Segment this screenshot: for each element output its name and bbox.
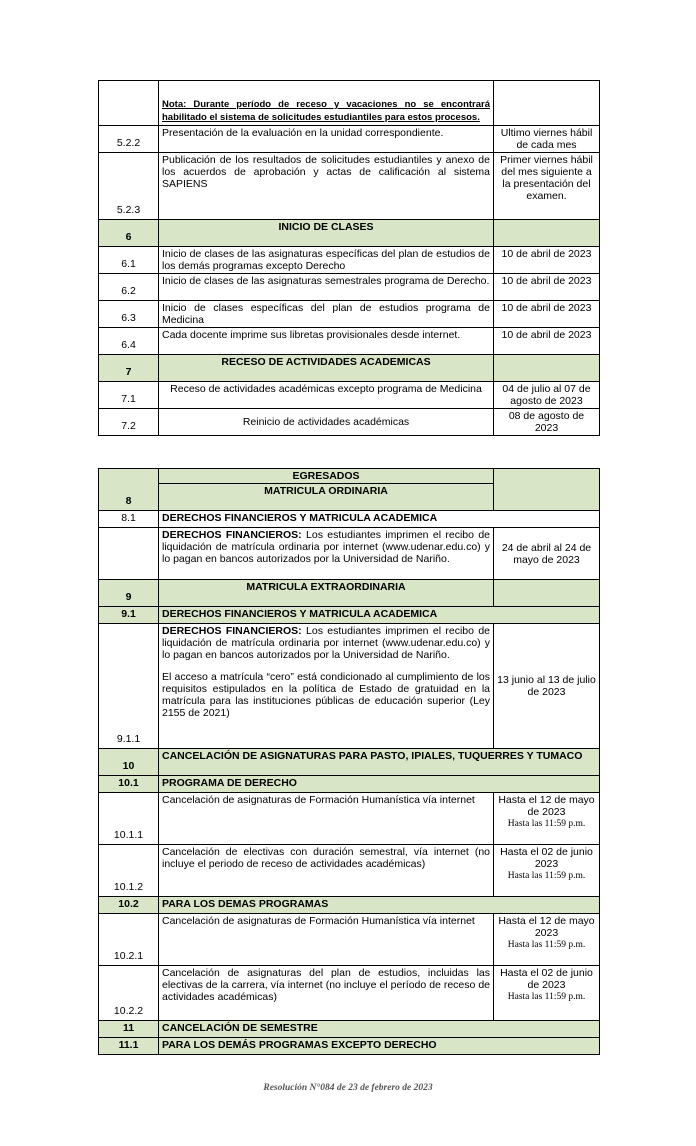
row-date: 08 de agosto de 2023: [494, 409, 600, 436]
subsection-title: PARA LOS DEMAS PROGRAMAS: [159, 897, 600, 914]
row-number: 5.2.2: [99, 126, 159, 153]
row-description: Cada docente imprime sus libretas provisionales desde internet.: [159, 328, 494, 355]
subsection-title: PARA LOS DEMÁS PROGRAMAS EXCEPTO DERECHO: [159, 1038, 600, 1055]
row-date: 24 de abril al 24 de mayo de 2023: [494, 528, 600, 580]
section-number: 10: [99, 749, 159, 776]
row-date: Hasta el 02 de junio de 2023 Hasta las 11:59 p.m.: [494, 966, 600, 1021]
subsection-title: DERECHOS FINANCIEROS Y MATRICULA ACADEMICA: [159, 607, 600, 624]
row-number: 7.1: [99, 382, 159, 409]
row-number: 7.2: [99, 409, 159, 436]
row-date: 10 de abril de 2023: [494, 301, 600, 328]
row-date: 13 junio al 13 de julio de 2023: [494, 624, 600, 749]
section-number: 10.1: [99, 776, 159, 793]
egresados-heading: EGRESADOS: [159, 469, 494, 484]
subsection-title: PROGRAMA DE DERECHO: [159, 776, 600, 793]
row-description: Cancelación de asignaturas de Formación Humanística vía internet: [159, 914, 494, 966]
row-description: Presentación de la evaluación en la unidad correspondiente.: [159, 126, 494, 153]
row-number: 10.1.2: [99, 845, 159, 897]
row-number: 10.2.2: [99, 966, 159, 1021]
section-number: 9.1: [99, 607, 159, 624]
row-description: Cancelación de electivas con duración semestral, vía internet (no incluye el periodo de receso de actividades académicas): [159, 845, 494, 897]
section-number: 9: [99, 580, 159, 607]
row-number: 8.1: [99, 511, 159, 528]
row-description: DERECHOS FINANCIEROS: Los estudiantes imprimen el recibo de liquidación de matrícula ordinaria por internet (www.udenar.edu.co) y lo pagan en bancos autorizados por la Universidad de Nariño. El acceso a matrícula “cero” está condicionado al cumplimiento de los requisitos estipulados en la política de Estado de gratuidad en la matrícula para las instituciones públicas de educación superior (Ley 2155 de 2021): [159, 624, 494, 749]
row-number: 10.2.1: [99, 914, 159, 966]
row-date: 04 de julio al 07 de agosto de 2023: [494, 382, 600, 409]
row-date: Ultimo viernes hábil de cada mes: [494, 126, 600, 153]
section-number: 11.1: [99, 1038, 159, 1055]
row-number: 5.2.3: [99, 153, 159, 220]
section-title: RECESO DE ACTIVIDADES ACADEMICAS: [159, 355, 494, 382]
row-number: 9.1.1: [99, 624, 159, 749]
row-description: Receso de actividades académicas excepto programa de Medicina: [159, 382, 494, 409]
calendar-table-1: [98, 80, 600, 436]
row-date: Primer viernes hábil del mes siguiente a la presentación del examen.: [494, 153, 600, 220]
row-date: 10 de abril de 2023: [494, 328, 600, 355]
section-number: 7: [99, 355, 159, 382]
row-date: 10 de abril de 2023: [494, 247, 600, 274]
row-description: Inicio de clases de las asignaturas específicas del plan de estudios de los demás programas excepto Derecho: [159, 247, 494, 274]
page-footer: Resolución N°084 de 23 de febrero de 2023: [263, 1083, 433, 1093]
row-date: Hasta el 12 de mayo 2023 Hasta las 11:59 p.m.: [494, 914, 600, 966]
section-number: 6: [99, 220, 159, 247]
section-number: 8: [99, 484, 159, 511]
subsection-title: DERECHOS FINANCIEROS Y MATRICULA ACADEMICA: [159, 511, 600, 528]
row-description: Publicación de los resultados de solicitudes estudiantiles y anexo de los acuerdos de aprobación y actas de calificación al sistema SAPIENS: [159, 153, 494, 220]
section-number: 11: [99, 1021, 159, 1038]
row-number: 6.2: [99, 274, 159, 301]
row-description: Cancelación de asignaturas del plan de estudios, incluidas las electivas de la carrera, vía internet (no incluye el período de receso de actividades académicas): [159, 966, 494, 1021]
section-title: MATRICULA EXTRAORDINARIA: [159, 580, 494, 607]
row-description: Inicio de clases específicas del plan de estudios programa de Medicina: [159, 301, 494, 328]
row-number: 6.1: [99, 247, 159, 274]
section-number: 10.2: [99, 897, 159, 914]
note-cell: [159, 81, 494, 126]
calendar-table-2: [98, 468, 600, 1055]
note-text: Nota: Durante período de receso y vacaciones no se encontrará habilitado el sistema de solicitudes estudiantiles para estos procesos.: [162, 99, 490, 123]
row-number: 6.4: [99, 328, 159, 355]
section-title: INICIO DE CLASES: [159, 220, 494, 247]
row-description: Cancelación de asignaturas de Formación Humanística vía internet: [159, 793, 494, 845]
section-title: CANCELACIÓN DE SEMESTRE: [159, 1021, 600, 1038]
row-description: Inicio de clases de las asignaturas semestrales programa de Derecho.: [159, 274, 494, 301]
section-title: CANCELACIÓN DE ASIGNATURAS PARA PASTO, IPIALES, TUQUERRES Y TUMACO: [159, 749, 600, 776]
row-date: 10 de abril de 2023: [494, 274, 600, 301]
section-title: MATRICULA ORDINARIA: [159, 484, 494, 511]
row-number: 10.1.1: [99, 793, 159, 845]
row-date: Hasta el 12 de mayo de 2023 Hasta las 11:59 p.m.: [494, 793, 600, 845]
row-date: Hasta el 02 de junio 2023 Hasta las 11:59 p.m.: [494, 845, 600, 897]
row-description: DERECHOS FINANCIEROS: Los estudiantes imprimen el recibo de liquidación de matrícula ordinaria por internet (www.udenar.edu.co) y lo pagan en bancos autorizados por la Universidad de Nariño.: [159, 528, 494, 580]
row-description: Reinicio de actividades académicas: [159, 409, 494, 436]
row-number: 6.3: [99, 301, 159, 328]
